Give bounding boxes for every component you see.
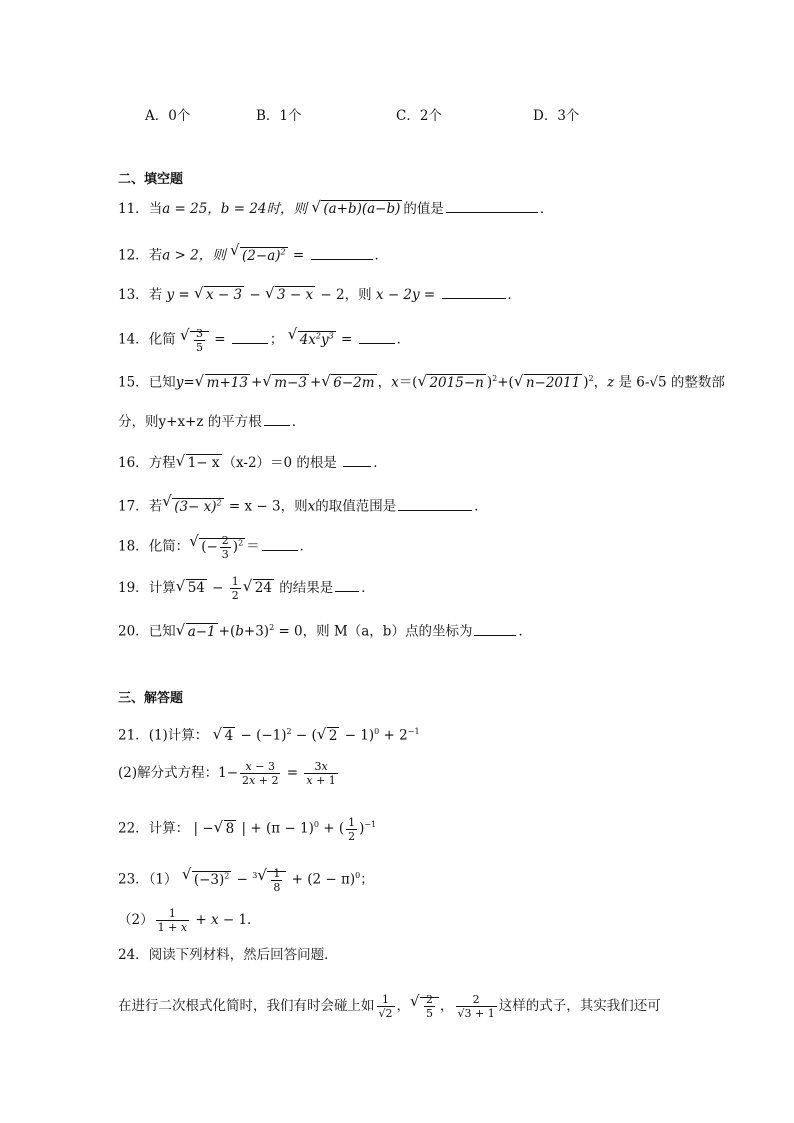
question-20: 20．已知√ $a-1 +(b+3)^2 = 0$，则 M（a，b）点的坐标为 ． [118,618,532,642]
answer-blank[interactable] [262,536,298,551]
answer-blank[interactable] [232,329,268,344]
question-14: 14．化简 √ $\frac{3}{5}$ = ； √ $4x^2y^3$ = ． [118,326,410,354]
question-23-part2: （2） $\frac{1}{1 + x}$ + x − 1． [118,907,261,934]
answer-blank[interactable] [359,329,395,344]
option-d: D．3个 [533,108,580,124]
answer-blank[interactable] [264,411,290,426]
section-title-solve: 三、解答题 [118,691,184,706]
answer-blank[interactable] [442,284,506,299]
option-c: C．2个 [396,108,442,124]
question-17: 17．若√ $(3- x)^2 = x - 3$，则x的取值范围是 ． [118,493,488,517]
answer-blank[interactable] [398,496,472,511]
answer-blank[interactable] [335,577,359,592]
question-15: 15．已知y=√ m+13 +√ m−3 +√ 6−2m ，x＝(√ 2015−n )$^2$+(√ n−2011 )$^2$，z 是 6-√5 的整数部 [118,369,725,393]
question-11: 11．当a = 25，b = 24时，则 √ (a+b)(a−b) 的值是 ． [118,198,553,219]
option-a: A．0个 [145,108,191,124]
question-19: 19．计算√ 54 − $\frac{1}{2}$ √ 24 的结果是 ． [118,575,375,602]
question-12: 12．若a > 2，则 √ $(2-a)^2$ = ． [118,242,388,266]
answer-blank[interactable] [343,452,371,467]
question-13: 13．若 y = √ x − 3 − √ 3 − x − 2，则 x − 2y = ． [118,284,521,305]
answer-blank[interactable] [311,245,373,260]
question-22: 22．计算： | −√ 8 | + $(\pi - 1)^0$ + ( $\frac{1}{2}$ )$^{-1}$ [118,815,376,843]
question-15-cont: 分，则y+x+z 的平方根 ． [118,411,305,432]
question-21-part2: (2)解分式方程：1− $\frac{x - 3}{2x + 2}$ = $\frac{3x}{x + 1}$ [118,760,336,787]
answer-blank[interactable] [474,621,516,636]
question-23-part1: 23．（1） √ $(-3)^2 - ^3$ √ $\frac{1}{8}$ + $(2 - \pi)^0$； [118,866,374,894]
question-18: 18．化简：√ (− $\frac{2}{3}$ )$^2$ ＝ ． [118,533,313,561]
section-title-fill: 二、填空题 [118,172,184,187]
question-21-part1: 21．(1)计算： √ $4 - (-1)^2$ − (√ $2 - 1)^0 + 2^{-1}$ [118,722,420,746]
question-16: 16．方程√ 1− x （x-2）＝0 的根是 ． [118,452,387,473]
question-24-cont: 在进行二次根式化简时，我们有时会碰上如 $\frac{1}{√2}$ ， √ $\frac{2}{5}$ ， $\frac{2}{√3 + 1}$ 这样的式子，其实我们还可 [118,993,661,1020]
answer-blank[interactable] [446,198,538,213]
question-24: 24．阅读下列材料，然后回答问题． [118,947,338,963]
option-b: B．1个 [256,108,302,124]
